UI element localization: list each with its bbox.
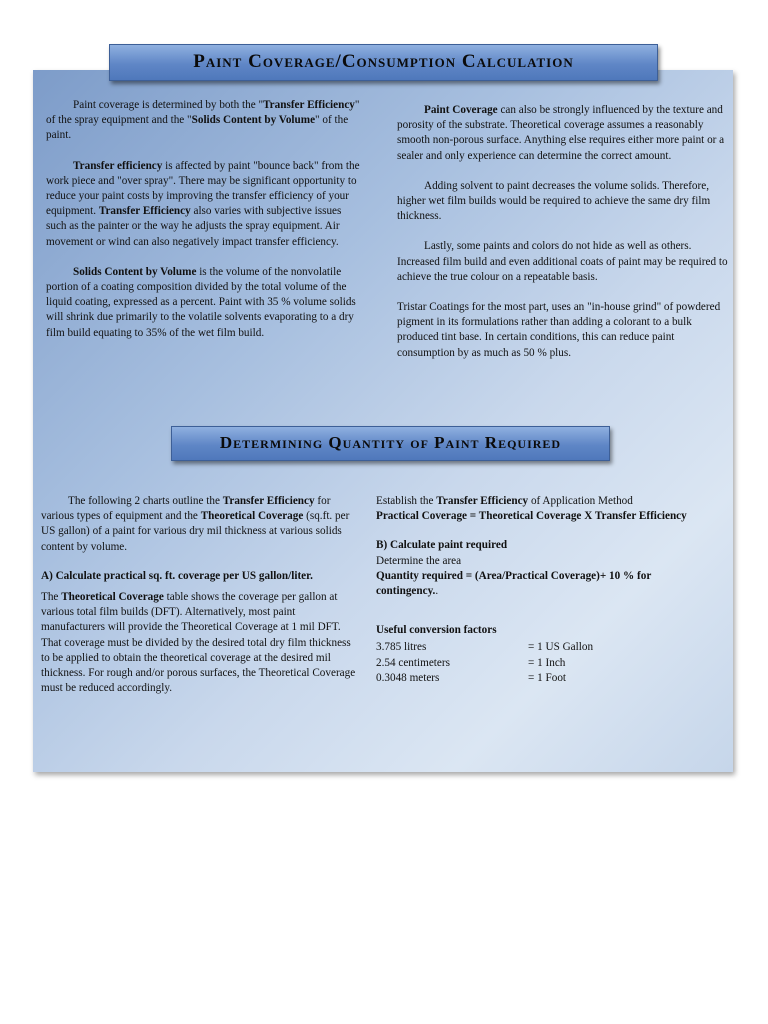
text: table shows the coverage per gallon at various total film builds (DFT). Alternatively, most paint manufacturers will provide the Theoretical Coverage at 1 mil DFT. That coverage must be divided by the desired total dry film thickness to be applied to obtain the theoretical coverage at the desired mil thickness. For rough and/or porous surfaces, the Theoretical Coverage must be reduced accordingly. (41, 591, 356, 695)
line-determine-area: Determine the area (376, 554, 462, 567)
heading-step-a: A) Calculate practical sq. ft. coverage per US gallon/liter. (41, 569, 313, 582)
conversion-unit: 0.3048 meters (376, 671, 440, 684)
paragraph-substrate (397, 103, 730, 164)
paragraph-coverage-intro (46, 98, 362, 144)
term-solids-content: Solids Content by Volume (73, 265, 197, 278)
conversion-equivalent: = 1 Inch (528, 656, 566, 669)
formula-quantity-text: Quantity required = (Area/Practical Coverage)+ 10 % for contingency. (376, 569, 652, 598)
term-theoretical-coverage: Theoretical Coverage (61, 591, 164, 604)
conversion-row (376, 671, 716, 686)
paragraph-tristar: Tristar Coatings for the most part, uses an "in-house grind" of powdered pigment in its formulations rather than adding a colorant to a bulk produced tint base. In certain conditions, this can reduce paint consumption by as much as 50 % plus. (397, 301, 721, 359)
text: Establish the (376, 495, 437, 507)
column-right-bottom (376, 494, 716, 686)
conversion-row (376, 640, 716, 655)
conversion-table (376, 640, 716, 686)
term-transfer-efficiency: Transfer Efficiency (263, 99, 355, 111)
paragraph-solids-content (46, 265, 362, 341)
conversion-heading: Useful conversion factors (376, 624, 497, 637)
paragraph-theoretical-coverage (41, 590, 356, 696)
conversion-equivalent: = 1 US Gallon (528, 641, 594, 654)
paragraph-charts-outline (41, 494, 356, 555)
conversion-row (376, 656, 716, 671)
text: " of the spray equipment and the " (46, 99, 360, 127)
column-left-bottom (41, 494, 356, 711)
conversion-unit: 3.785 litres (376, 641, 427, 654)
main-title-banner (109, 44, 658, 81)
term-transfer-efficiency: Transfer Efficiency (222, 495, 315, 507)
text: is the volume of the nonvolatile portion of a coating composition divided by the total volume of the liquid coating, expressed as a percent. Paint with 35 % volume solids will shrink due primarily to the volatile solvents evaporating to a dry film build equating to 35% of the wet film build. (46, 265, 356, 339)
paragraph-solvent: Adding solvent to paint decreases the volume solids. Therefore, higher wet film builds would be required to achieve the same dry film thickness. (397, 179, 711, 223)
heading-step-b: B) Calculate paint required (376, 539, 508, 552)
conversion-equivalent: = 1 Foot (528, 671, 567, 684)
formula-quantity (376, 569, 716, 599)
text: . (435, 585, 439, 598)
paragraph-hiding: Lastly, some paints and colors do not hide as well as others. Increased film build and even additional coats of paint may be required to achieve the true colour on a repeatable basis. (397, 240, 728, 283)
paragraph-transfer-efficiency (46, 159, 362, 250)
term-transfer-efficiency: Transfer Efficiency (436, 495, 529, 507)
text: of Application Method (528, 495, 633, 507)
term-transfer-efficiency: Transfer efficiency (73, 159, 163, 172)
text: Paint coverage is determined by both the " (73, 99, 264, 111)
formula-practical-coverage: Practical Coverage = Theoretical Coverage X Transfer Efficiency (376, 510, 687, 523)
text: also varies with subjective issues such as the painter or the way he adjusts the spray equipment. Air movement or wind can also negatively impact transfer efficiency. (46, 205, 342, 248)
text: for various types of equipment and the (41, 495, 331, 523)
text: (sq.ft. per US gallon) of a paint for various dry mil thickness at various solids content by volume. (41, 510, 350, 553)
text: is affected by paint "bounce back" from the work piece and "over spray". There may be significant opportunity to reduce your paint costs by improving the transfer efficiency of your equipment. (46, 159, 360, 218)
section-title-banner (171, 426, 610, 461)
term-solids-content: Solids Content by Volume (191, 114, 316, 127)
column-right-top (397, 103, 730, 376)
term-paint-coverage: Paint Coverage (424, 104, 498, 116)
section-title: Determining Quantity of Paint Required (219, 433, 562, 452)
text: can also be strongly influenced by the texture and porosity of the substrate. Theoretical coverage assumes a reasonably smooth non-porous surface. Anything else requires either more paint or a sealer and only experience can determine the correct amount. (397, 104, 725, 162)
main-title: Paint Coverage/Consumption Calculation (193, 51, 574, 72)
line-establish (376, 494, 716, 509)
text: The following 2 charts outline the (68, 495, 223, 507)
text: The (41, 591, 62, 604)
text: " of the paint. (46, 114, 349, 142)
term-transfer-efficiency: Transfer Efficiency (98, 205, 191, 218)
column-left-top (46, 98, 362, 356)
conversion-unit: 2.54 centimeters (376, 656, 450, 669)
term-theoretical-coverage: Theoretical Coverage (200, 510, 304, 523)
